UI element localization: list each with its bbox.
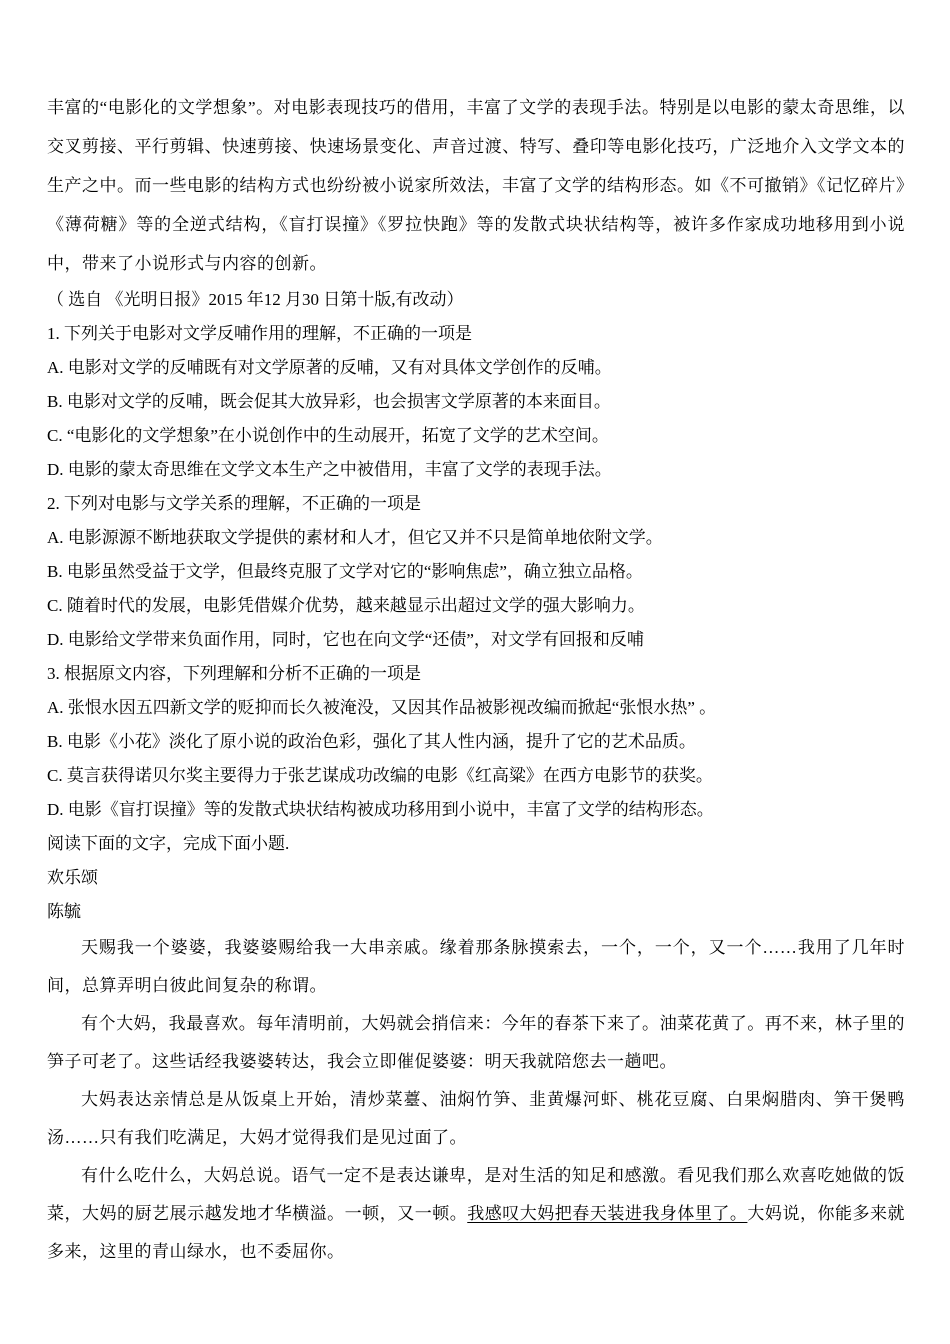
story-author: 陈毓 [47,902,81,921]
question-1-stem: 1. 下列关于电影对文学反哺作用的理解，不正确的一项是 [47,324,472,343]
story-paragraph-2: 有个大妈，我最喜欢。每年清明前，大妈就会捎信来：今年的春茶下来了。油菜花黄了。再不来，林子里的笋子可老了。这些话经我婆婆转达，我会立即催促婆婆：明天我就陪您去一趟吧。 [47,1014,905,1071]
question-3-option-a: A. 张恨水因五四新文学的贬抑而长久被淹没，又因其作品被影视改编而掀起“张恨水热” 。 [47,698,717,717]
question-2-stem: 2. 下列对电影与文学关系的理解，不正确的一项是 [47,494,421,513]
question-2-option-b: B. 电影虽然受益于文学，但最终克服了文学对它的“影响焦虑”，确立独立品格。 [47,562,643,581]
question-2-option-c: C. 随着时代的发展，电影凭借媒介优势，越来越显示出超过文学的强大影响力。 [47,596,645,615]
question-2-option-a: A. 电影源源不断地获取文学提供的素材和人才，但它又并不只是简单地依附文学。 [47,528,663,547]
reading-instruction: 阅读下面的文字，完成下面小题. [47,834,290,853]
question-1-option-a: A. 电影对文学的反哺既有对文学原著的反哺，又有对具体文学创作的反哺。 [47,358,612,377]
story-title: 欢乐颂 [47,868,98,887]
story-paragraph-1: 天赐我一个婆婆，我婆婆赐给我一大串亲戚。缘着那条脉摸索去，一个，一个，又一个……我用了几年时间，总算弄明白彼此间复杂的称谓。 [47,938,905,995]
question-3-option-d: D. 电影《盲打误撞》等的发散式块状结构被成功移用到小说中，丰富了文学的结构形态。 [47,800,714,819]
question-1-option-c: C. “电影化的文学想象”在小说创作中的生动展开，拓宽了文学的艺术空间。 [47,426,609,445]
source-line: （ 选自 《光明日报》2015 年12 月30 日第十版,有改动） [47,290,464,309]
question-3-option-b: B. 电影《小花》淡化了原小说的政治色彩，强化了其人性内涵，提升了它的艺术品质。 [47,732,696,751]
question-1-option-b: B. 电影对文学的反哺，既会促其大放异彩，也会损害文学原著的本来面目。 [47,392,611,411]
intro-paragraph: 丰富的“电影化的文学想象”。对电影表现技巧的借用，丰富了文学的表现手法。特别是以电影的蒙太奇思维，以交叉剪接、平行剪辑、快速剪接、快速场景变化、声音过渡、特写、叠印等电影化技巧，广泛地介入文学文本的生产之中。而一些电影的结构方式也纷纷被小说家所效法，丰富了文学的结构形态。如《不可撤销》《记忆碎片》《薄荷糖》等的全逆式结构，《盲打误撞》《罗拉快跑》等的发散式块状结构等，被许多作家成功地移用到小说中，带来了小说形式与内容的创新。 [47,98,905,273]
story-paragraph-4-before: 有什么吃什么，大妈总说。语气一定不是表达谦卑，是对生活的知足和感激。看见我们那么欢喜吃她做的饭菜，大妈的厨艺展示越发地才华横溢。一顿，又一顿。 [47,1166,905,1223]
question-1-option-d: D. 电影的蒙太奇思维在文学文本生产之中被借用，丰富了文学的表现手法。 [47,460,612,479]
story-paragraph-4 [47,1157,905,1271]
question-2-option-d: D. 电影给文学带来负面作用，同时，它也在向文学“还债”，对文学有回报和反哺 [47,630,644,649]
question-3-option-c: C. 莫言获得诺贝尔奖主要得力于张艺谋成功改编的电影《红高粱》在西方电影节的获奖。 [47,766,713,785]
underlined-sentence: 我感叹大妈把春天装进我身体里了。 [467,1204,748,1223]
story-paragraph-3: 大妈表达亲情总是从饭桌上开始，清炒菜薹、油焖竹笋、韭黄爆河虾、桃花豆腐、白果焖腊肉、笋干煲鸭汤……只有我们吃满足，大妈才觉得我们是见过面了。 [47,1090,905,1147]
story-paragraph-4-after: 大妈说，你能多来就多来，这里的青山绿水，也不委屈你。 [47,1204,906,1261]
question-3-stem: 3. 根据原文内容，下列理解和分析不正确的一项是 [47,664,421,683]
